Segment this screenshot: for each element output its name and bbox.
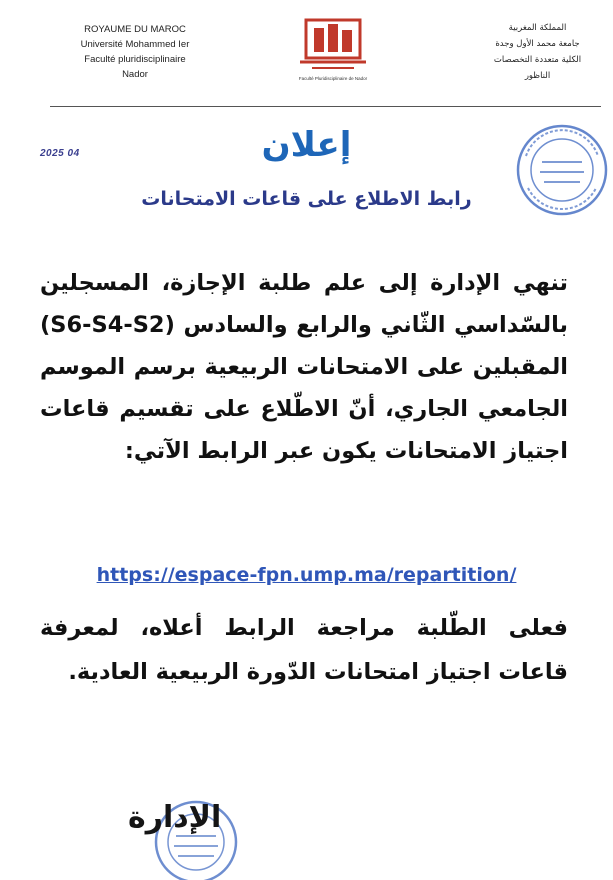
notice-subtitle: رابط الاطلاع على قاعات الامتحانات <box>141 188 472 210</box>
notice-paragraph-2: فعلى الطّلبة مراجعة الرابط أعلاه، لمعرفة قاعات اجتياز امتحانات الدّورة الربيعية العادية. <box>40 615 568 685</box>
faculty-ar: الكلية متعددة التخصصات <box>493 55 582 65</box>
faculty-logo <box>292 14 374 100</box>
header-divider <box>50 106 601 107</box>
logo-caption: Faculté Pluridisciplinaire de Nador <box>298 76 368 81</box>
university-fr: Université Mohammed Ier <box>80 39 190 50</box>
faculty-fr: Faculté pluridisciplinaire <box>84 54 186 65</box>
notice-paragraph-1: تنهي الإدارة إلى علم طلبة الإجازة، المسجلين بالسّداسي الثّاني والرابع والسادس (S6-S4-S2) المقبلين على الامتحانات الربيعية برسم الموسم الجامعي الجاري، أنّ الاطّلاع على تقسيم قاعات اجتياز الامتحانات يكون عبر الرابط الآتي: <box>40 270 568 464</box>
city-ar: الناظور <box>524 71 551 81</box>
signature-administration: الإدارة <box>128 800 222 835</box>
university-ar: جامعة محمد الأول وجدة <box>495 39 580 49</box>
date-stamp: 2025 04 <box>40 148 80 159</box>
kingdom-ar: المملكة المغربية <box>508 23 567 33</box>
kingdom-fr: ROYAUME DU MAROC <box>84 24 186 35</box>
repartition-link[interactable]: https://espace-fpn.ump.ma/repartition/ <box>96 564 517 586</box>
notice-title: إعلان <box>261 125 352 165</box>
faculty-logo-icon <box>292 14 374 72</box>
header-left-french <box>70 22 200 82</box>
header-right-arabic <box>480 20 595 84</box>
city-fr: Nador <box>122 69 148 80</box>
